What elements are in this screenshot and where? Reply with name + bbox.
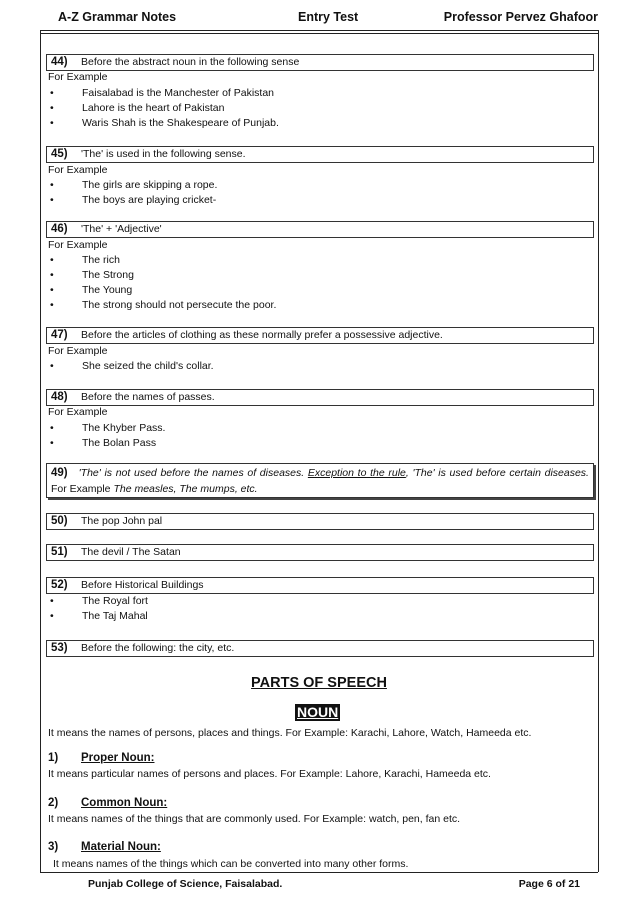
header-rule	[40, 30, 598, 31]
type-heading: 1) Proper Noun:	[48, 752, 155, 764]
rule-box-51: 51) The devil / The Satan	[46, 544, 594, 561]
rule-box-46: 46) 'The' + 'Adjective'	[46, 221, 594, 238]
noun-title: NOUN	[297, 704, 339, 720]
page-border-left	[40, 30, 41, 872]
rule-box-47: 47) Before the articles of clothing as these normally prefer a possessive adjective.	[46, 327, 594, 344]
footer-rule	[40, 872, 598, 873]
for-example-label: For Example	[48, 345, 108, 357]
for-example-label: For Example	[48, 239, 108, 251]
for-example-label: For Example	[48, 406, 108, 418]
footer-left: Punjab College of Science, Faisalabad.	[88, 878, 283, 890]
rule-box-48: 48) Before the names of passes.	[46, 389, 594, 406]
type-definition: It means names of the things which can be converted into many other forms.	[53, 858, 409, 870]
header-right: Professor Pervez Ghafoor	[443, 10, 598, 24]
rule-box-49: 49) 'The' is not used before the names of diseases. Exception to the rule, 'The' is used before certain diseases. For Example The measles, The mumps, etc.	[46, 463, 594, 498]
rule-box-50: 50) The pop John pal	[46, 513, 594, 530]
for-example-label: For Example	[48, 164, 108, 176]
type-definition: It means names of the things that are commonly used. For Example: watch, pen, fan etc.	[48, 813, 461, 825]
rule-box-44: 44) Before the abstract noun in the following sense	[46, 54, 594, 71]
header-left: A-Z Grammar Notes	[58, 10, 177, 24]
type-definition: It means particular names of persons and places. For Example: Lahore, Karachi, Hameeda etc.	[48, 768, 491, 780]
section-title: PARTS OF SPEECH	[251, 675, 387, 691]
for-example-label: For Example	[48, 71, 108, 83]
footer-right: Page 6 of 21	[518, 878, 580, 890]
rule-box-53: 53) Before the following: the city, etc.	[46, 640, 594, 657]
header-rule-2	[40, 33, 598, 34]
rule-box-52: 52) Before Historical Buildings	[46, 577, 594, 594]
noun-definition: It means the names of persons, places and things. For Example: Karachi, Lahore, Watch, Hameeda etc.	[48, 727, 532, 739]
rule-box-45: 45) 'The' is used in the following sense.	[46, 146, 594, 163]
type-heading: 2) Common Noun:	[48, 797, 168, 809]
page-border-right	[598, 30, 599, 872]
type-heading: 3) Material Noun:	[48, 841, 161, 853]
page-header	[40, 10, 598, 30]
header-center: Entry Test	[298, 10, 359, 24]
